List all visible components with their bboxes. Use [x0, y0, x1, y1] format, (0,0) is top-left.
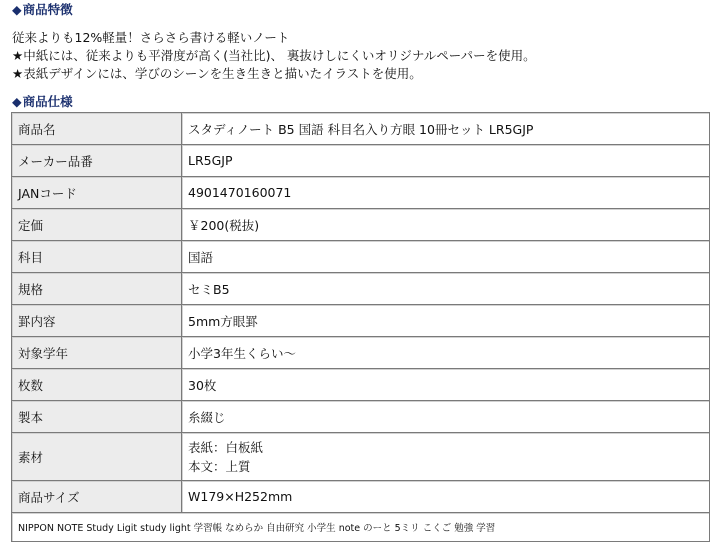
spec-row-size: [12, 481, 710, 513]
spec-label: メーカー品番: [12, 145, 182, 177]
spec-value: W179×H252mm: [182, 481, 710, 513]
spec-value: ￥200(税抜): [182, 209, 710, 241]
spec-row-subject: [12, 241, 710, 273]
spec-row-material: [12, 433, 710, 481]
spec-value: 5mm方眼罫: [182, 305, 710, 337]
spec-label: 規格: [12, 273, 182, 305]
spec-label: 対象学年: [12, 337, 182, 369]
specs-heading: [12, 94, 73, 110]
spec-value: スタディノート B5 国語 科目名入り方眼 10冊セット LR5GJP: [182, 113, 710, 145]
spec-label: 素材: [12, 433, 182, 481]
diamond-bullet-icon: ◆: [12, 94, 22, 109]
spec-row-product-name: [12, 113, 710, 145]
spec-value: 4901470160071: [182, 177, 710, 209]
spec-label: 枚数: [12, 369, 182, 401]
feature-line-cover: ★表紙デザインには、学びのシーンを生き生きと描いたイラストを使用。: [12, 66, 422, 81]
spec-label: 商品サイズ: [12, 481, 182, 513]
features-heading-text: 商品特徴: [22, 2, 73, 17]
spec-table: [11, 112, 710, 542]
spec-value: 30枚: [182, 369, 710, 401]
spec-row-jan-code: [12, 177, 710, 209]
spec-row-ruling: [12, 305, 710, 337]
spec-row-target-grade: [12, 337, 710, 369]
spec-label: 商品名: [12, 113, 182, 145]
feature-line-paper: ★中紙には、従来よりも平滑度が高く(当社比)、 裏抜けしにくいオリジナルペーパーを使用。: [12, 48, 536, 63]
material-body: 本文：上質: [188, 458, 251, 474]
spec-value: [182, 433, 710, 481]
spec-label: 定価: [12, 209, 182, 241]
keywords-text: NIPPON NOTE Study Ligit study light 学習帳 なめらか 自由研究 小学生 note のーと 5ミリ こくご 勉強 学習: [12, 513, 710, 542]
spec-value: 小学3年生くらい～: [182, 337, 710, 369]
spec-label: 罫内容: [12, 305, 182, 337]
spec-label: 科目: [12, 241, 182, 273]
features-heading: [12, 2, 73, 18]
spec-row-standard: [12, 273, 710, 305]
material-cover: 表紙：白板紙: [188, 439, 264, 455]
spec-label: JANコード: [12, 177, 182, 209]
spec-value: 糸綴じ: [182, 401, 710, 433]
diamond-bullet-icon: ◆: [12, 2, 22, 17]
spec-row-binding: [12, 401, 710, 433]
spec-label: 製本: [12, 401, 182, 433]
spec-row-keywords: [12, 513, 710, 542]
spec-value: LR5GJP: [182, 145, 710, 177]
spec-value: 国語: [182, 241, 710, 273]
spec-row-maker-code: [12, 145, 710, 177]
specs-heading-text: 商品仕様: [22, 94, 73, 109]
spec-row-sheet-count: [12, 369, 710, 401]
spec-value: セミB5: [182, 273, 710, 305]
feature-line-lightweight: 従来よりも12%軽量！さらさら書ける軽いノート: [12, 30, 290, 45]
spec-row-price: [12, 209, 710, 241]
